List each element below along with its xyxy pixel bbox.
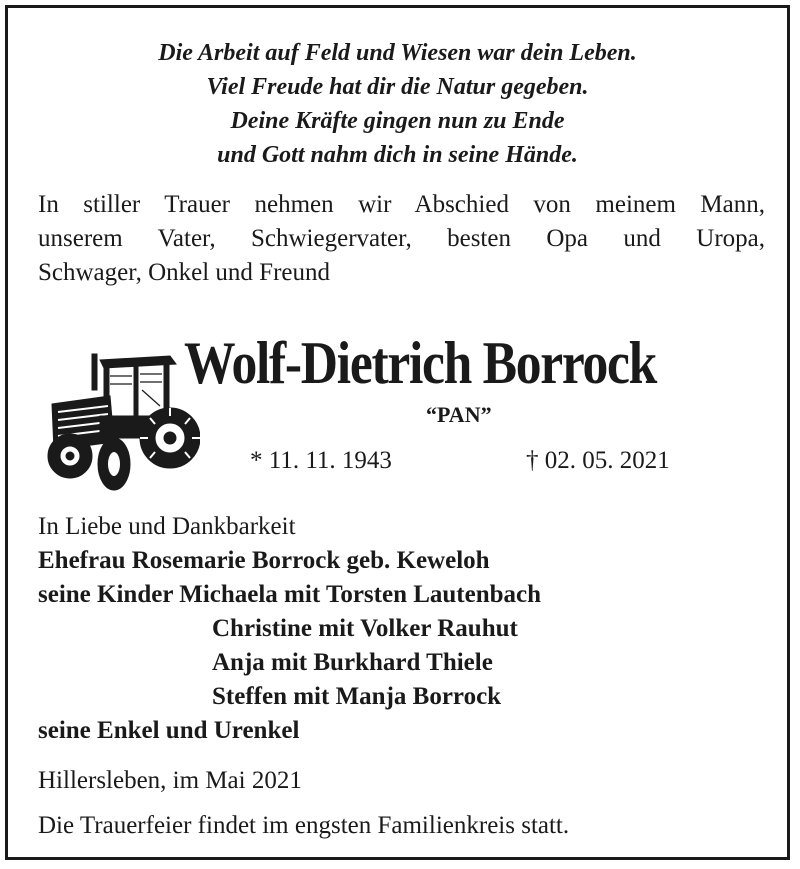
deceased-nickname: “PAN” — [426, 402, 492, 427]
deceased-name: Wolf-Dietrich Borrock — [184, 330, 657, 396]
child-entry: Anja mit Burkhard Thiele — [212, 649, 493, 676]
spouse-line: Ehefrau Rosemarie Borrock geb. Keweloh — [38, 547, 490, 574]
poem-line: Die Arbeit auf Feld und Wiesen war dein Leben. — [158, 40, 637, 66]
intro-line: In stiller Trauer nehmen wir Abschied von meinem Mann, — [38, 191, 765, 218]
grandchildren-line: seine Enkel und Urenkel — [38, 717, 300, 744]
poem-line: und Gott nahm dich in seine Hände. — [217, 142, 578, 168]
children-line — [38, 578, 767, 612]
intro-line: Schwager, Onkel und Freund — [38, 259, 330, 286]
child-entry: Michaela mit Torsten Lautenbach — [179, 581, 542, 608]
child-entry: Christine mit Volker Rauhut — [212, 615, 518, 642]
service-note: Die Trauerfeier findet im engsten Familienkreis statt. — [38, 812, 570, 839]
intro-text — [38, 188, 765, 290]
child-entry: Steffen mit Manja Borrock — [212, 683, 502, 710]
place-date: Hillersleben, im Mai 2021 — [38, 767, 302, 794]
poem-line: Viel Freude hat dir die Natur gegeben. — [206, 74, 589, 100]
poem-line: Deine Kräfte gingen nun zu Ende — [230, 108, 565, 134]
tractor-icon — [30, 346, 200, 494]
children-label: seine Kinder — [38, 581, 173, 608]
death-date: † 02. 05. 2021 — [526, 447, 670, 474]
mourners-list — [38, 510, 767, 748]
mourners-intro: In Liebe und Dankbarkeit — [38, 513, 296, 540]
intro-line: unserem Vater, Schwiegervater, besten Opa und Uropa, — [38, 225, 765, 252]
obituary-notice — [5, 5, 790, 860]
birth-date: * 11. 11. 1943 — [250, 447, 392, 474]
poem — [8, 36, 787, 172]
